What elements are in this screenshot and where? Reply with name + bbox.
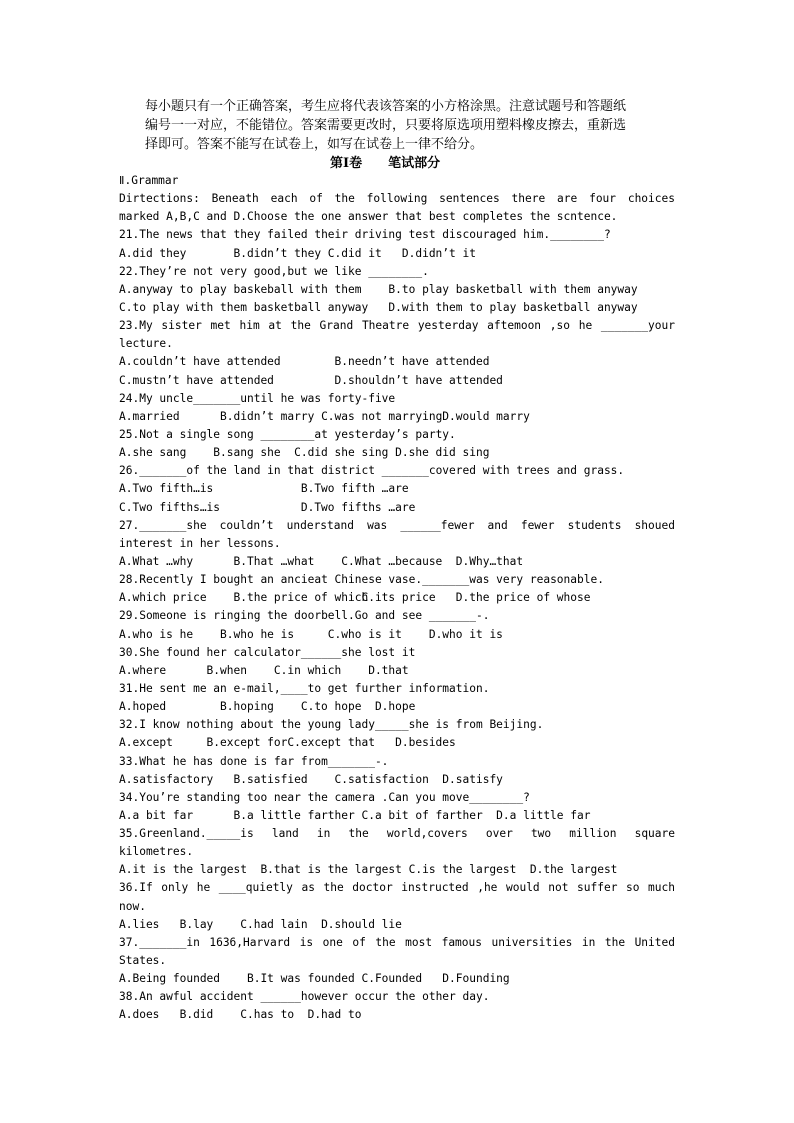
section-part: 第Ⅰ卷 (330, 156, 363, 171)
answer-option[interactable]: B.satisfied (233, 772, 308, 786)
option-row (119, 916, 675, 934)
question-stem: 24.My uncle_______until he was forty-five (119, 391, 396, 405)
option-row (119, 245, 675, 263)
answer-option[interactable]: C.mustn’t have attended (119, 373, 274, 387)
answer-option[interactable]: A.married (119, 409, 180, 423)
question-37 (119, 934, 675, 988)
question-stem: 21.The news that they failed their driving test discouraged him.________? (119, 228, 611, 242)
question-33 (119, 753, 675, 789)
answer-option[interactable]: A.except (119, 736, 173, 750)
question-27 (119, 517, 675, 571)
question-stem: 26._______of the land in that district _______covered with trees and grass. (119, 464, 625, 478)
answer-option[interactable]: B.hoping (220, 700, 274, 714)
option-row (119, 281, 675, 299)
question-stem: 30.She found her calculator______she lost it (119, 645, 416, 659)
answer-option[interactable]: A.it is the largest (119, 863, 247, 877)
answer-option[interactable]: C.did it (327, 246, 382, 260)
answer-option[interactable]: C.has to (240, 1008, 295, 1022)
answer-option[interactable]: A.a bit far (119, 808, 194, 822)
question-stem: 22.They’re not very good,but we like ________. (119, 264, 429, 278)
question-36 (119, 879, 675, 933)
answer-option[interactable]: B.when (206, 663, 247, 677)
option-row (119, 970, 675, 988)
answer-option[interactable]: B.to play basketball with them anyway (388, 282, 638, 296)
answer-option[interactable]: B.didn’t marry (220, 409, 315, 423)
answer-option[interactable]: A.satisfactory (119, 772, 214, 786)
question-stem: 34.You’re standing too near the camera .Can you move________? (119, 790, 530, 804)
question-stem: 25.Not a single song ________at yesterday’s party. (119, 427, 456, 441)
question-30 (119, 644, 675, 680)
option-row (119, 499, 675, 517)
answer-option[interactable]: A.lies (119, 917, 160, 931)
answer-option[interactable]: D.besides (395, 736, 456, 750)
answer-option[interactable]: C.did she sing (294, 446, 389, 460)
answer-option[interactable]: C.except that (287, 736, 375, 750)
answer-option[interactable]: C.a bit of farther (361, 808, 483, 822)
answer-option[interactable]: A.did they (119, 246, 187, 260)
answer-option[interactable]: C.its price (361, 591, 436, 605)
answer-instructions (145, 97, 675, 154)
answer-option[interactable]: C.satisfaction (334, 772, 429, 786)
answer-option[interactable]: D.Why…that (455, 554, 524, 568)
question-stem: 23.My sister met him at the Grand Theatre yesterday aftemoon ,so he _______your (119, 319, 675, 333)
answer-option[interactable]: B.needn’t have attended (334, 355, 490, 369)
option-row (119, 861, 675, 879)
answer-option[interactable]: C.was not marrying (321, 409, 443, 423)
question-21 (119, 226, 675, 262)
question-25 (119, 426, 675, 462)
answer-option[interactable]: C.had lain (240, 917, 308, 931)
question-31 (119, 680, 675, 716)
question-stem: 29.Someone is ringing the doorbell.Go and see _______-. (119, 609, 490, 623)
question-34 (119, 789, 675, 825)
answer-option[interactable]: C.is the largest (408, 863, 517, 877)
answer-option[interactable]: A.who is he (119, 627, 194, 641)
option-row (119, 589, 675, 607)
answer-option[interactable]: A.where (119, 663, 167, 677)
option-row (119, 1006, 675, 1024)
answer-option[interactable]: B.that is the largest (260, 863, 402, 877)
answer-option[interactable]: A.couldn’t have attended (119, 355, 281, 369)
question-26 (119, 462, 675, 516)
answer-option[interactable]: D.didn’t it (401, 246, 476, 260)
answer-option[interactable]: B.who he is (220, 627, 295, 641)
option-row (119, 480, 675, 498)
question-stem: 28.Recently I bought an ancieat Chinese vase._______was very reasonable. (119, 573, 604, 587)
instruction-line: 择即可。答案不能写在试卷上，如写在试卷上一律不给分。 (145, 137, 484, 152)
question-stem: 32.I know nothing about the young lady_____she is from Beijing. (119, 718, 544, 732)
question-stem: lecture. (119, 337, 173, 351)
option-row (119, 734, 675, 752)
answer-option[interactable]: A.anyway to play baskeball with them (119, 282, 362, 296)
answer-option[interactable]: D.Two fifths …are (300, 500, 416, 514)
answer-option[interactable]: C.who is it (327, 627, 402, 641)
question-23 (119, 317, 675, 390)
question-35 (119, 825, 675, 879)
answer-option[interactable]: C.What …because (341, 554, 443, 568)
answer-option[interactable]: D.the largest (529, 863, 618, 877)
option-row (119, 662, 675, 680)
answer-option[interactable]: B.did (179, 1008, 214, 1022)
answer-option[interactable]: C.Two fifths…is (119, 500, 221, 514)
option-row (119, 698, 675, 716)
answer-option[interactable]: D.Founding (442, 972, 510, 986)
question-28 (119, 571, 675, 607)
answer-option[interactable]: A.hoped (119, 700, 167, 714)
answer-option[interactable]: D.she did sing (395, 446, 490, 460)
directions-line: Dirtections: Beneath each of the following sentences there are four choices (119, 192, 675, 206)
option-row (119, 444, 675, 462)
option-row (119, 807, 675, 825)
answer-option[interactable]: A.Being founded (119, 972, 221, 986)
section-name: 笔试部分 (388, 156, 441, 171)
answer-option[interactable]: A.which price (119, 591, 207, 605)
answer-option[interactable]: B.It was founded (246, 972, 355, 986)
question-stem: 38.An awful accident ______however occur the other day. (119, 990, 490, 1004)
question-stem: States. (119, 954, 167, 968)
answer-option[interactable]: A.does (119, 1008, 160, 1022)
question-stem: 31.He sent me an e-mail,____to get further information. (119, 681, 490, 695)
option-row (119, 372, 675, 390)
answer-option[interactable]: D.hope (374, 700, 416, 714)
question-stem: 33.What he has done is far from_______-. (119, 754, 389, 768)
option-row (119, 626, 675, 644)
question-list (119, 226, 675, 1024)
grammar-section (119, 172, 675, 1025)
answer-option[interactable]: D.that (368, 663, 409, 677)
question-24 (119, 390, 675, 426)
answer-option[interactable]: B.That …what (233, 554, 315, 568)
answer-option[interactable]: A.Two fifth…is (119, 482, 214, 496)
question-stem: 36.If only he ____quietly as the doctor instructed ,he would not suffer so much (119, 881, 675, 895)
answer-option[interactable]: D.should lie (321, 917, 402, 931)
question-29 (119, 607, 675, 643)
answer-option[interactable]: B.lay (179, 917, 214, 931)
answer-option[interactable]: D.with them to play basketball anyway (388, 300, 638, 314)
question-stem: kilometres. (119, 845, 194, 859)
instruction-line: 编号一一对应，不能错位。答案需要更改时，只要将原选项用塑料橡皮擦去，重新选 (145, 118, 627, 133)
option-row (119, 553, 675, 571)
answer-option[interactable]: C.in which (273, 663, 342, 677)
answer-option[interactable]: C.Founded (361, 972, 423, 986)
answer-option[interactable]: A.she sang (119, 446, 187, 460)
question-22 (119, 263, 675, 317)
answer-option[interactable]: A.What …why (119, 554, 194, 568)
question-stem: 27._______she couldn’t understand was ______fewer and fewer students shoued (119, 518, 675, 532)
answer-option[interactable]: B.sang she (213, 446, 281, 460)
answer-option[interactable]: D.who it is (428, 627, 503, 641)
directions-line: marked A,B,C and D.Choose the one answer that best completes the scntence. (119, 210, 618, 224)
option-row (119, 408, 675, 426)
answer-option[interactable]: B.Two fifth …are (300, 482, 409, 496)
answer-option[interactable]: D.satisfy (442, 772, 503, 786)
answer-option[interactable]: D.would marry (442, 409, 530, 423)
question-38 (119, 988, 675, 1024)
answer-option[interactable]: B.except for (206, 736, 288, 750)
answer-option[interactable]: B.didn’t they (233, 246, 322, 260)
section-title (330, 152, 440, 171)
answer-option[interactable]: D.the price of whose (455, 591, 591, 605)
question-32 (119, 716, 675, 752)
answer-option[interactable]: C.to hope (300, 700, 362, 714)
answer-option[interactable]: B.a little farther (233, 808, 355, 822)
question-stem: 35.Greenland._____is land in the world,covers over two million square (119, 827, 675, 841)
answer-option[interactable]: D.shouldn’t have attended (334, 373, 503, 387)
question-stem: 37._______in 1636,Harvard is one of the most famous universities in the United (119, 935, 675, 949)
instruction-line: 每小题只有一个正确答案，考生应将代表该答案的小方格涂黑。注意试题号和答题纸 (145, 99, 627, 114)
grammar-heading: Ⅱ.Grammar (119, 174, 179, 187)
option-row (119, 771, 675, 789)
question-stem: interest in her lessons. (119, 536, 281, 550)
answer-option[interactable]: D.a little far (496, 808, 591, 822)
answer-option[interactable]: C.to play with them basketball anyway (119, 300, 369, 314)
answer-option[interactable]: D.had to (307, 1008, 362, 1022)
answer-option[interactable]: B.the price of which (233, 591, 369, 605)
option-row (119, 299, 675, 317)
question-stem: now. (119, 899, 146, 913)
option-row (119, 353, 675, 371)
